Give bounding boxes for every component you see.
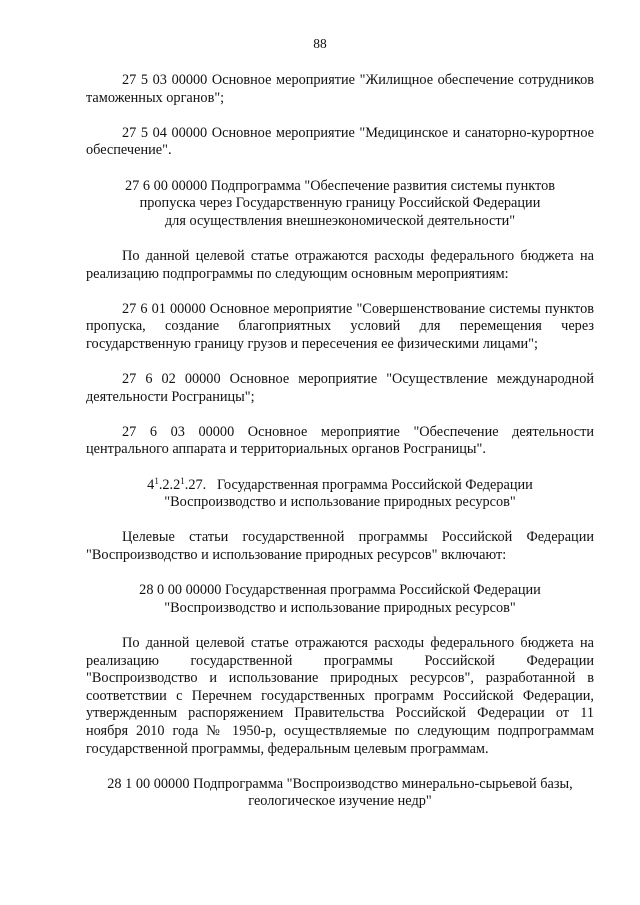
paragraph-27-6-01: 27 6 01 00000 Основное мероприятие "Совершенствование системы пунктов пропуска, создание благоприятных условий для перемещения через государственную границу грузов и пересечения ее физическими лицами"; — [86, 300, 594, 352]
heading-28-1-subprogram — [86, 776, 594, 811]
section-heading-line: "Воспроизводство и использование природных ресурсов" — [164, 494, 516, 511]
heading-line: для осуществления внешнеэкономической деятельности" — [164, 212, 516, 229]
section-title: Государственная программа Российской Федерации — [216, 476, 533, 493]
section-heading-4-2-2-27 — [86, 477, 594, 512]
section-number: $4^1.2.2^1.27$. — [147, 475, 207, 493]
document-body — [86, 72, 594, 829]
heading-28-0-program — [86, 582, 594, 617]
heading-line: пропуска через Государственную границу Российской Федерации — [139, 195, 541, 212]
paragraph-27-6-02: 27 6 02 00000 Основное мероприятие "Осуществление международной деятельности Росграницы"; — [86, 371, 594, 405]
paragraph-expenses-subprogram: По данной целевой статье отражаются расходы федерального бюджета на реализацию подпрограммы по следующим основным мероприятиям: — [86, 247, 594, 282]
heading-line: 28 0 00 00000 Государственная программа Российской Федерации — [139, 582, 541, 599]
heading-27-6-subprogram — [86, 178, 594, 231]
section-heading-line — [86, 477, 594, 495]
heading-line: 28 1 00 00000 Подпрограмма "Воспроизводство минерально-сырьевой базы, — [107, 775, 573, 792]
paragraph-27-5-04: 27 5 04 00000 Основное мероприятие "Медицинское и санаторно-курортное обеспечение". — [86, 124, 594, 159]
page-number: 88 — [313, 36, 327, 51]
paragraph-27-6-03: 27 6 03 00000 Основное мероприятие "Обеспечение деятельности центрального аппарата и территориальных органов Росграницы". — [86, 423, 594, 458]
heading-line: "Воспроизводство и использование природных ресурсов" — [164, 599, 516, 616]
paragraph-27-5-03: 27 5 03 00000 Основное мероприятие "Жилищное обеспечение сотрудников таможенных органов"; — [86, 72, 594, 106]
paragraph-expenses-program: По данной целевой статье отражаются расходы федерального бюджета на реализацию государственной программы Российской Федерации "Воспроизводство и использование природных ресурсов", разработанной в соответствии с Перечнем государственных программ Российской Федерации, утвержденным распоряжением Правительства Российской Федерации от 11 ноября 2010 года № 1950-р, осуществляемые по следующим подпрограммам государственной программы, федеральным целевым программам. — [86, 635, 594, 757]
paragraph-target-articles: Целевые статьи государственной программы Российской Федерации "Воспроизводство и использование природных ресурсов" включают: — [86, 529, 594, 564]
heading-line: геологическое изучение недр" — [248, 793, 432, 810]
heading-line: 27 6 00 00000 Подпрограмма "Обеспечение развития системы пунктов — [125, 177, 555, 194]
